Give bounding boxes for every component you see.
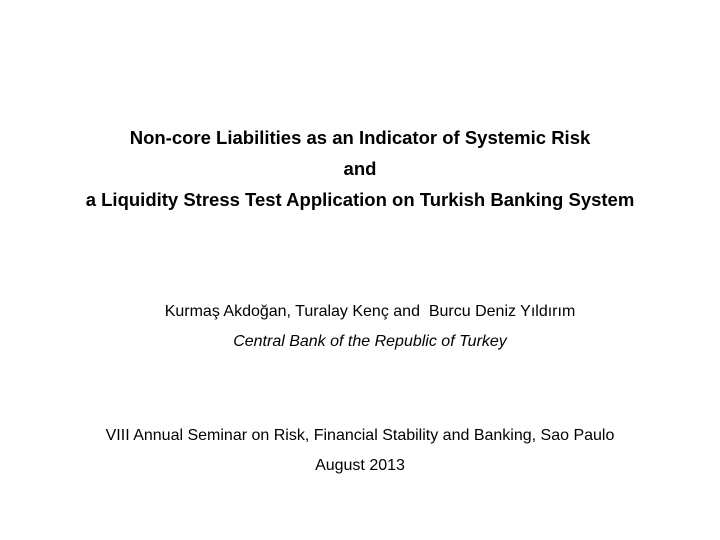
event-date: August 2013 xyxy=(315,457,405,474)
title-line-3: a Liquidity Stress Test Application on Turkish Banking System xyxy=(85,189,635,210)
event-name: VIII Annual Seminar on Risk, Financial Stability and Banking, Sao Paulo xyxy=(105,427,615,444)
title-line-1: Non-core Liabilities as an Indicator of Systemic Risk xyxy=(129,127,591,148)
title-line-2: and xyxy=(343,158,377,179)
slide-title xyxy=(0,122,720,215)
authors: Kurmaş Akdoğan, Turalay Kenç and Burcu Deniz Yıldırım xyxy=(164,303,576,320)
affiliation: Central Bank of the Republic of Turkey xyxy=(233,333,507,350)
